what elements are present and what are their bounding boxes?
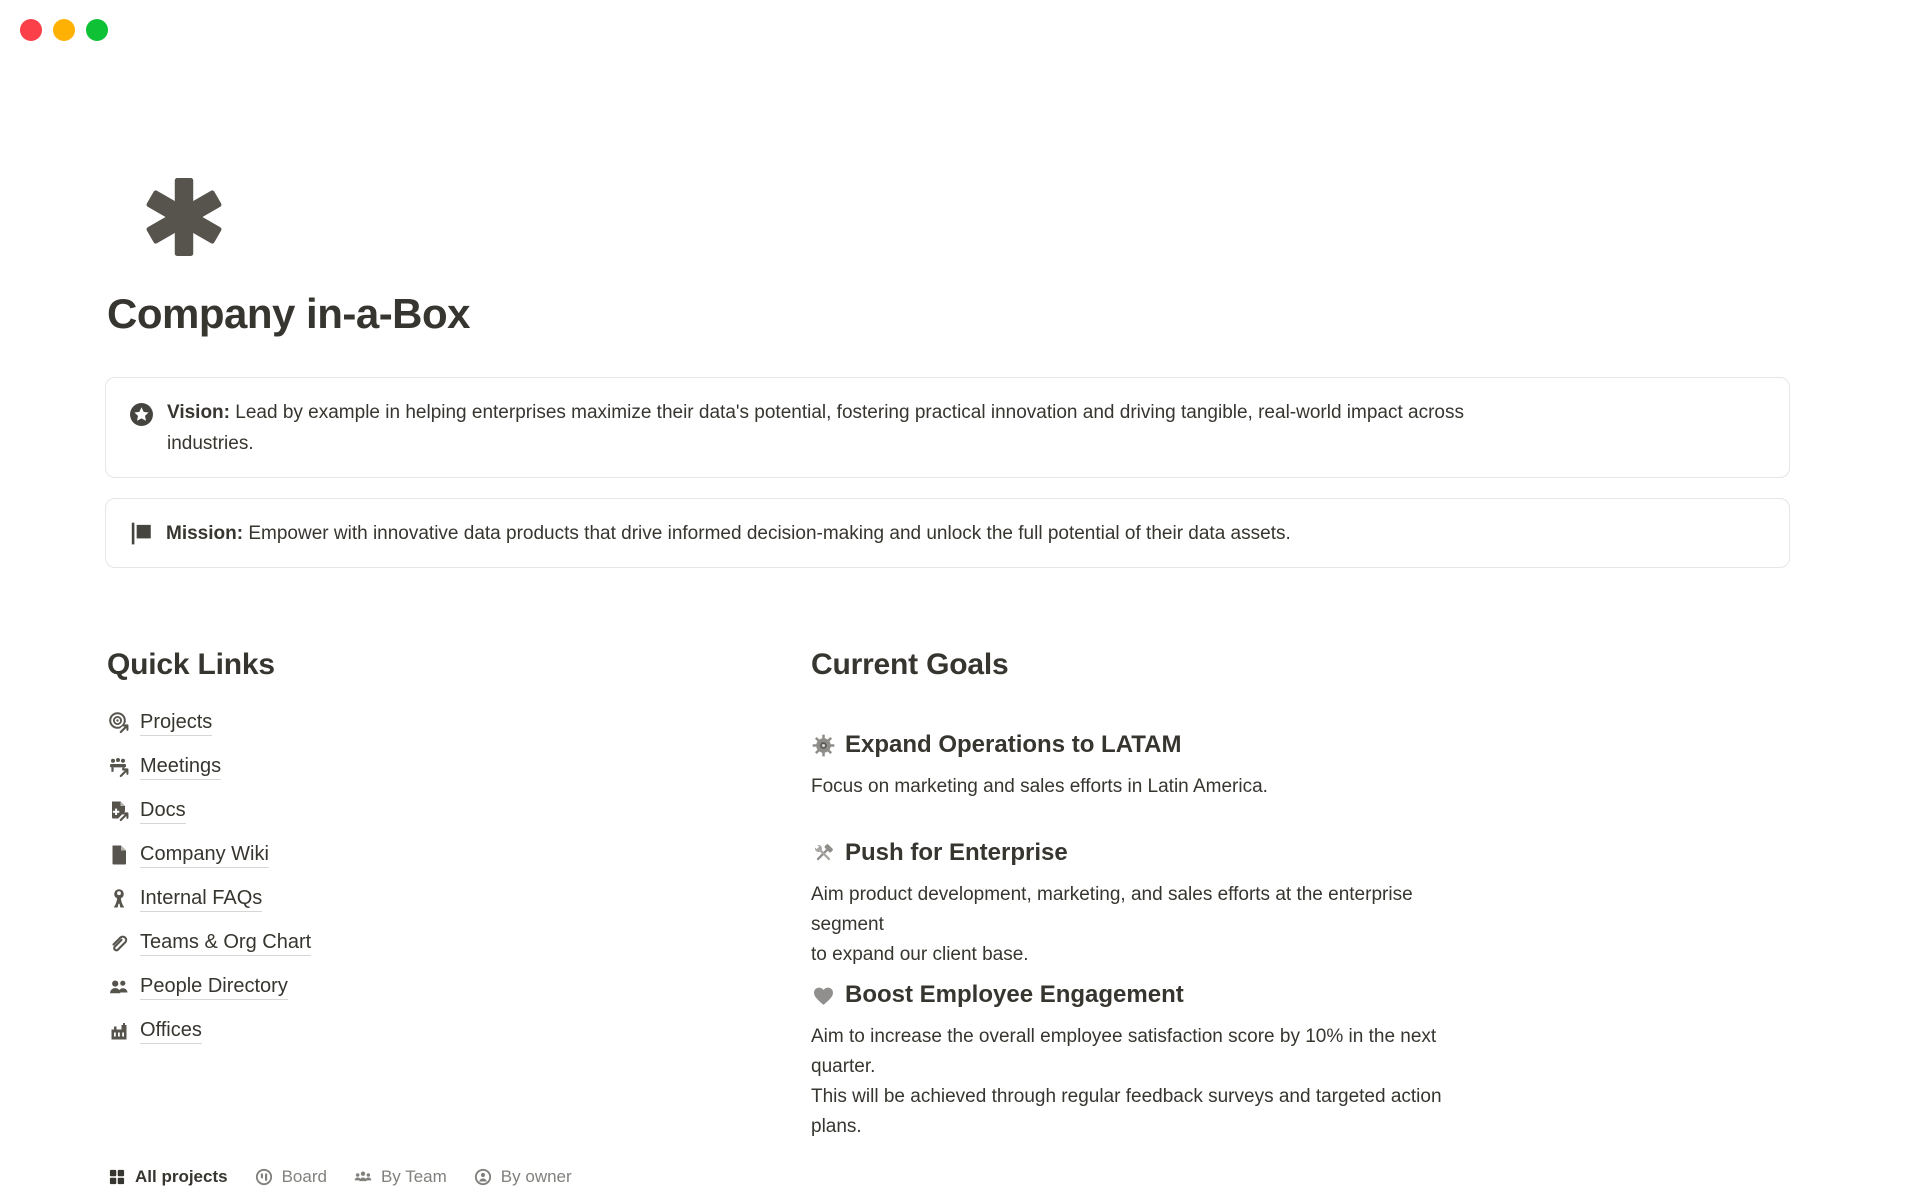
document-plus-arrow-icon xyxy=(107,799,131,823)
paperclip-icon xyxy=(107,931,131,955)
person-circle-icon xyxy=(473,1167,493,1187)
goal-boost-engagement-desc: Aim to increase the overall employee satisfaction score by 10% in the next quarter. This will be achieved through regular feedback surveys and targeted action plans. xyxy=(811,1026,1442,1137)
people-icon xyxy=(107,975,131,999)
goal-title: Push for Enterprise xyxy=(845,839,1068,866)
quick-link-label: People Directory xyxy=(140,975,288,1000)
key-icon xyxy=(107,887,131,911)
star-circle-icon xyxy=(128,401,155,428)
building-icon xyxy=(107,1019,131,1043)
zoom-button[interactable] xyxy=(86,19,108,41)
close-button[interactable] xyxy=(20,19,42,41)
quick-links-heading: Quick Links xyxy=(107,648,275,681)
goal-expand-latam-desc: Focus on marketing and sales efforts in Latin America. xyxy=(811,776,1268,797)
quick-link-projects[interactable] xyxy=(107,701,212,745)
quick-link-label: Meetings xyxy=(140,755,221,780)
minimize-button[interactable] xyxy=(53,19,75,41)
vision-text: Vision: Lead by example in helping enterprises maximize their data's potential, fostering practical innovation and driving tangible, real-world impact across industries. xyxy=(167,402,1465,454)
quick-link-teams-org-chart[interactable] xyxy=(107,921,311,965)
quick-link-internal-faqs[interactable] xyxy=(107,877,262,921)
vision-label: Vision: xyxy=(167,402,230,423)
quick-link-label: Docs xyxy=(140,799,186,824)
tab-label: Board xyxy=(281,1167,327,1186)
current-goals-heading: Current Goals xyxy=(811,648,1009,681)
goal-push-enterprise-desc: Aim product development, marketing, and sales efforts at the enterprise segment to expand our client base. xyxy=(811,884,1413,965)
vision-callout xyxy=(105,377,1790,478)
quick-link-label: Offices xyxy=(140,1019,202,1044)
goal-title: Expand Operations to LATAM xyxy=(845,731,1182,758)
page-icon xyxy=(107,843,131,867)
target-arrow-icon xyxy=(107,711,131,735)
flag-icon xyxy=(128,520,154,546)
quick-link-company-wiki[interactable] xyxy=(107,833,269,877)
meeting-people-arrow-icon xyxy=(107,755,131,779)
tab-by-owner[interactable] xyxy=(473,1167,572,1187)
quick-link-label: Internal FAQs xyxy=(140,887,262,912)
mission-text: Mission: Empower with innovative data products that drive informed decision-making and unlock the full potential of their data assets. xyxy=(166,522,1291,544)
page-title: Company in-a-Box xyxy=(107,290,471,337)
grid-icon xyxy=(107,1167,127,1187)
tab-by-team[interactable] xyxy=(353,1167,447,1187)
quick-link-docs[interactable] xyxy=(107,789,186,833)
board-circle-icon xyxy=(254,1167,274,1187)
goal-boost-engagement-heading xyxy=(811,979,1184,1011)
mission-callout xyxy=(105,498,1790,568)
people-group-icon xyxy=(353,1167,373,1187)
quick-link-label: Company Wiki xyxy=(140,843,269,868)
quick-link-people-directory[interactable] xyxy=(107,965,288,1009)
view-tabs xyxy=(107,1167,572,1187)
gear-icon xyxy=(811,733,836,758)
goal-push-enterprise-heading xyxy=(811,837,1068,869)
quick-link-meetings[interactable] xyxy=(107,745,221,789)
goal-title: Boost Employee Engagement xyxy=(845,981,1184,1008)
quick-link-label: Projects xyxy=(140,711,212,736)
quick-link-offices[interactable] xyxy=(107,1009,202,1053)
tab-board[interactable] xyxy=(254,1167,327,1187)
goal-expand-latam-heading xyxy=(811,729,1181,761)
tab-all-projects[interactable] xyxy=(107,1167,228,1187)
tab-label: By owner xyxy=(500,1167,572,1186)
page-emoji-asterisk-icon[interactable] xyxy=(143,176,225,258)
gray-heart-icon xyxy=(811,983,836,1008)
hammer-wrench-icon xyxy=(811,841,836,866)
mission-label: Mission: xyxy=(166,522,244,544)
quick-link-label: Teams & Org Chart xyxy=(140,931,311,956)
tab-label: By Team xyxy=(380,1167,447,1186)
tab-label: All projects xyxy=(135,1167,228,1186)
